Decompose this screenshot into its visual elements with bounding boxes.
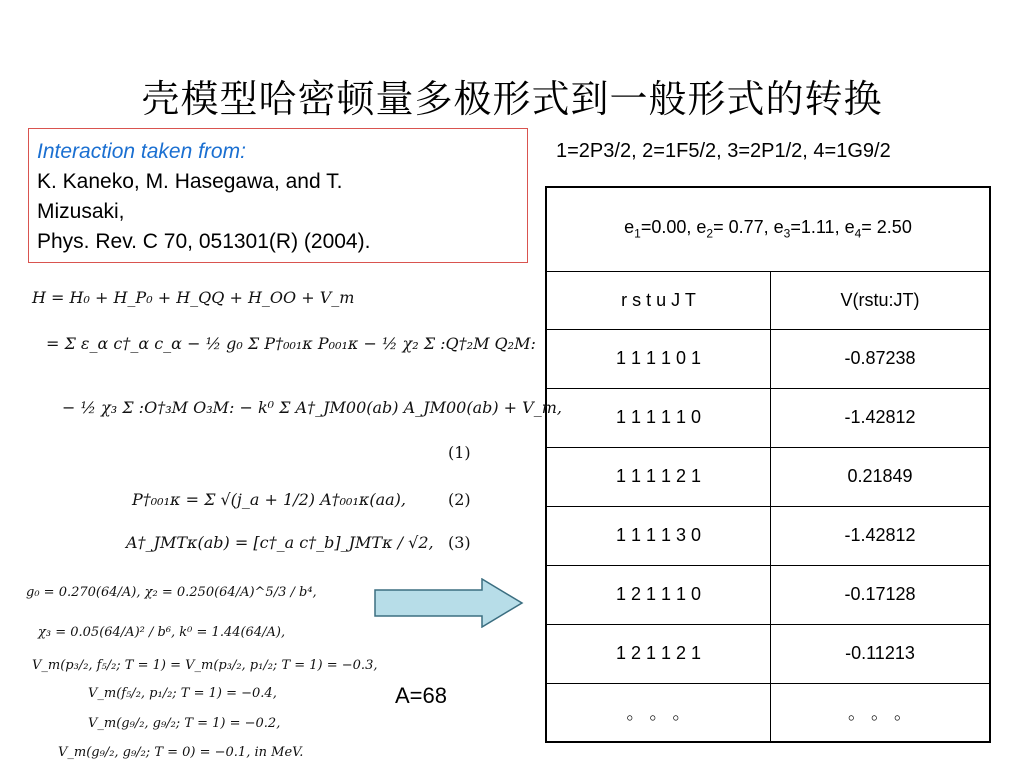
row-label: 1 1 1 1 2 1 — [546, 447, 771, 506]
column-header-matrix-element: V(rstu:JT) — [771, 271, 991, 329]
row-value: 0.21849 — [771, 447, 991, 506]
reference-citation: Phys. Rev. C 70, 051301(R) (2004). — [37, 230, 371, 253]
mass-number-label: A=68 — [395, 683, 447, 708]
hamiltonian-line-3: − ½ χ₃ Σ :O†₃M O₃M: − k⁰ Σ A†_JM00(ab) A_JM00(ab) + V_m, — [62, 398, 562, 417]
equation-number-3: (3) — [448, 533, 471, 552]
reference-header: Interaction taken from: — [37, 140, 246, 163]
pair-operator-definition: A†_JMTκ(ab) = [c†_a c†_b]_JMTκ / √2, — [126, 533, 434, 552]
single-particle-energies: $e_1=0.00$, $e_2= 0.77$, $e_3=1.11$, $e_4= 2.50$ — [546, 187, 990, 271]
strength-parameters-1: g₀ = 0.270(64/A), χ₂ = 0.250(64/A)^5/3 / b⁴, — [26, 585, 317, 600]
row-value: -1.42812 — [771, 506, 991, 565]
monopole-term-3: V_m(g₉/₂, g₉/₂; T = 1) = −0.2, — [88, 716, 281, 731]
row-value: -0.17128 — [771, 565, 991, 624]
row-value: -1.42812 — [771, 388, 991, 447]
right-arrow-icon — [374, 578, 524, 628]
row-label: 1 2 1 1 1 0 — [546, 565, 771, 624]
row-value: 。 。 。 — [771, 683, 991, 742]
hamiltonian-line-1: H = H₀ + H_P₀ + H_QQ + H_OO + V_m — [32, 288, 355, 307]
row-label: 1 1 1 1 3 0 — [546, 506, 771, 565]
column-header-indices: r s t u J T — [546, 271, 771, 329]
interaction-table — [545, 186, 991, 743]
row-label: 。 。 。 — [546, 683, 771, 742]
page-title: 壳模型哈密顿量多极形式到一般形式的转换 — [141, 77, 883, 121]
row-value: -0.11213 — [771, 624, 991, 683]
hamiltonian-line-2: = Σ ε_α c†_α c_α − ½ g₀ Σ P†₀₀₁κ P₀₀₁κ − ½ χ₂ Σ :Q†₂M Q₂M: — [46, 334, 536, 353]
table-row — [546, 447, 990, 506]
reference-authors: K. Kaneko, M. Hasegawa, and T. — [37, 170, 343, 193]
reference-box — [28, 128, 528, 263]
equation-number-1: (1) — [448, 443, 471, 462]
monopole-term-4: V_m(g₉/₂, g₉/₂; T = 0) = −0.1, in MeV. — [58, 745, 304, 760]
table-row — [546, 624, 990, 683]
table-row — [546, 388, 990, 447]
row-label: 1 1 1 1 0 1 — [546, 329, 771, 388]
row-value: -0.87238 — [771, 329, 991, 388]
row-label: 1 1 1 1 1 0 — [546, 388, 771, 447]
reference-authors-cont: Mizusaki, — [37, 200, 125, 223]
equation-number-2: (2) — [448, 490, 471, 509]
orbit-legend: 1=2P3/2, 2=1F5/2, 3=2P1/2, 4=1G9/2 — [556, 140, 891, 162]
table-row — [546, 329, 990, 388]
monopole-term-1: V_m(p₃/₂, f₅/₂; T = 1) = V_m(p₃/₂, p₁/₂; T = 1) = −0.3, — [32, 658, 378, 673]
table-row — [546, 506, 990, 565]
table-row-ellipsis — [546, 683, 990, 742]
monopole-term-2: V_m(f₅/₂, p₁/₂; T = 1) = −0.4, — [88, 686, 277, 701]
pairing-operator-definition: P†₀₀₁κ = Σ √(j_a + 1/2) A†₀₀₁κ(aa), — [132, 490, 407, 509]
table-row — [546, 565, 990, 624]
strength-parameters-2: χ₃ = 0.05(64/A)² / b⁶, k⁰ = 1.44(64/A), — [38, 625, 286, 640]
row-label: 1 2 1 1 2 1 — [546, 624, 771, 683]
